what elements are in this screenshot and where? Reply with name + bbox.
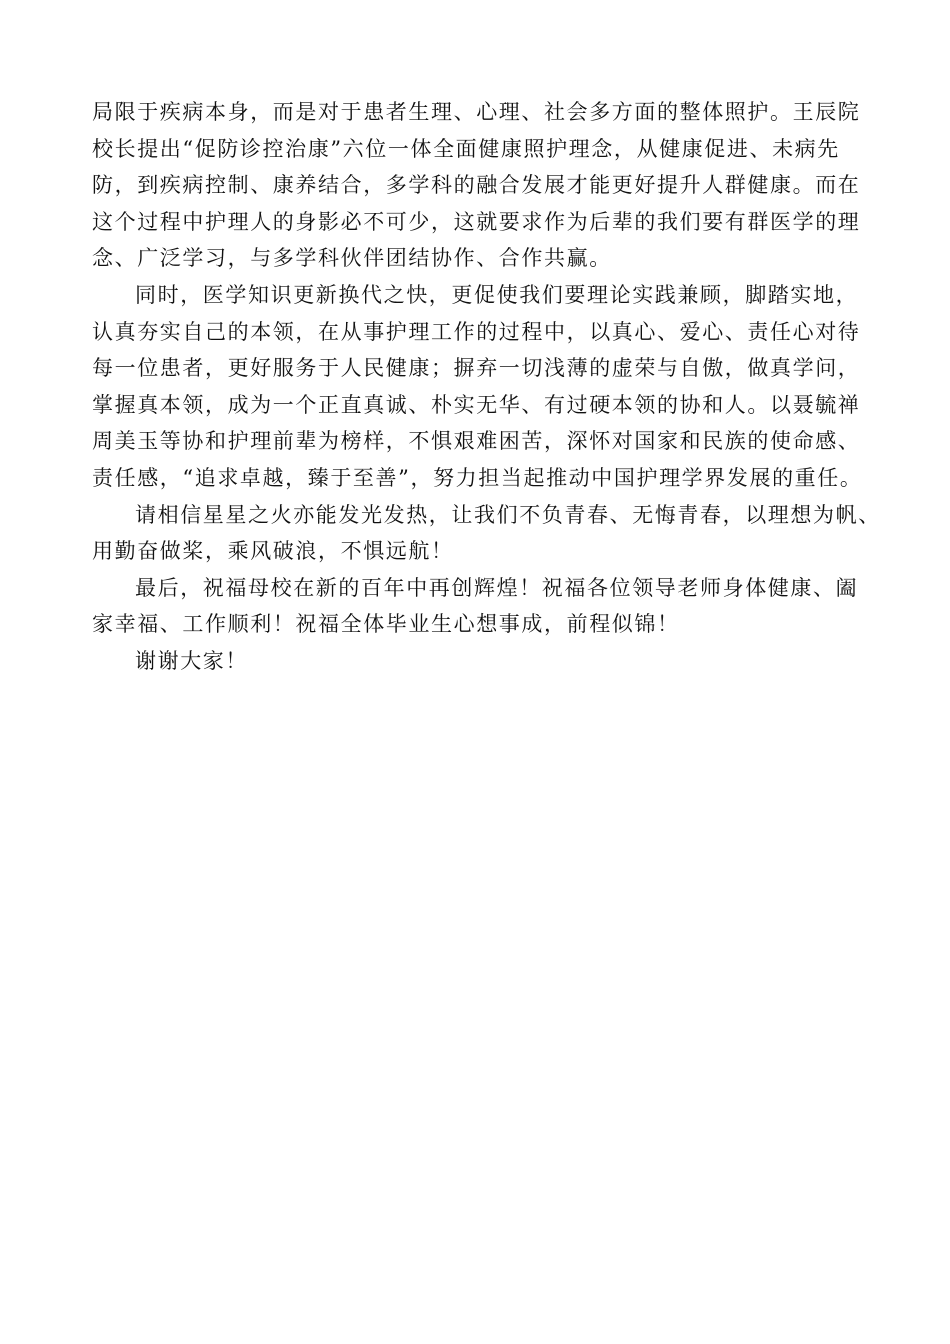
paragraph-start-line: 同时，医学知识更新换代之快，更促使我们要理论实践兼顾，脚踏实地， (135, 282, 859, 307)
text-line: 防，到疾病控制、康养结合，多学科的融合发展才能更好提升人群健康。而在 (92, 173, 861, 198)
text-line: 每一位患者，更好服务于人民健康；摒弃一切浅薄的虚荣与自傲，做真学问， (92, 356, 861, 381)
text-line: 用勤奋做桨，乘风破浪，不惧远航！ (92, 539, 454, 564)
body-text (92, 94, 881, 680)
text-line: 认真夯实自己的本领，在从事护理工作的过程中，以真心、爱心、责任心对待 (92, 319, 861, 344)
text-line: 校长提出“促防诊控治康”六位一体全面健康照护理念，从健康促进、未病先 (92, 136, 840, 161)
text-line: 念、广泛学习，与多学科伙伴团结协作、合作共赢。 (92, 246, 612, 271)
closing-line: 谢谢大家！ (135, 648, 248, 673)
text-line: 掌握真本领，成为一个正直真诚、朴实无华、有过硬本领的协和人。以聂毓禅 (92, 392, 861, 417)
text-line: 这个过程中护理人的身影必不可少，这就要求作为后辈的我们要有群医学的理 (92, 209, 861, 234)
text-line: 家幸福、工作顺利！祝福全体毕业生心想事成，前程似锦！ (92, 612, 680, 637)
text-line: 局限于疾病本身，而是对于患者生理、心理、社会多方面的整体照护。王辰院 (92, 100, 861, 124)
paragraph-start-line: 请相信星星之火亦能发光发热，让我们不负青春、无悔青春，以理想为帆、 (135, 502, 881, 527)
text-line: 责任感，“追求卓越，臻于至善”，努力担当起推动中国护理学界发展的重任。 (92, 465, 863, 490)
text-line: 周美玉等协和护理前辈为榜样，不惧艰难困苦，深怀对国家和民族的使命感、 (92, 429, 861, 454)
paragraph-start-line: 最后，祝福母校在新的百年中再创辉煌！祝福各位领导老师身体健康、阖 (135, 575, 859, 600)
